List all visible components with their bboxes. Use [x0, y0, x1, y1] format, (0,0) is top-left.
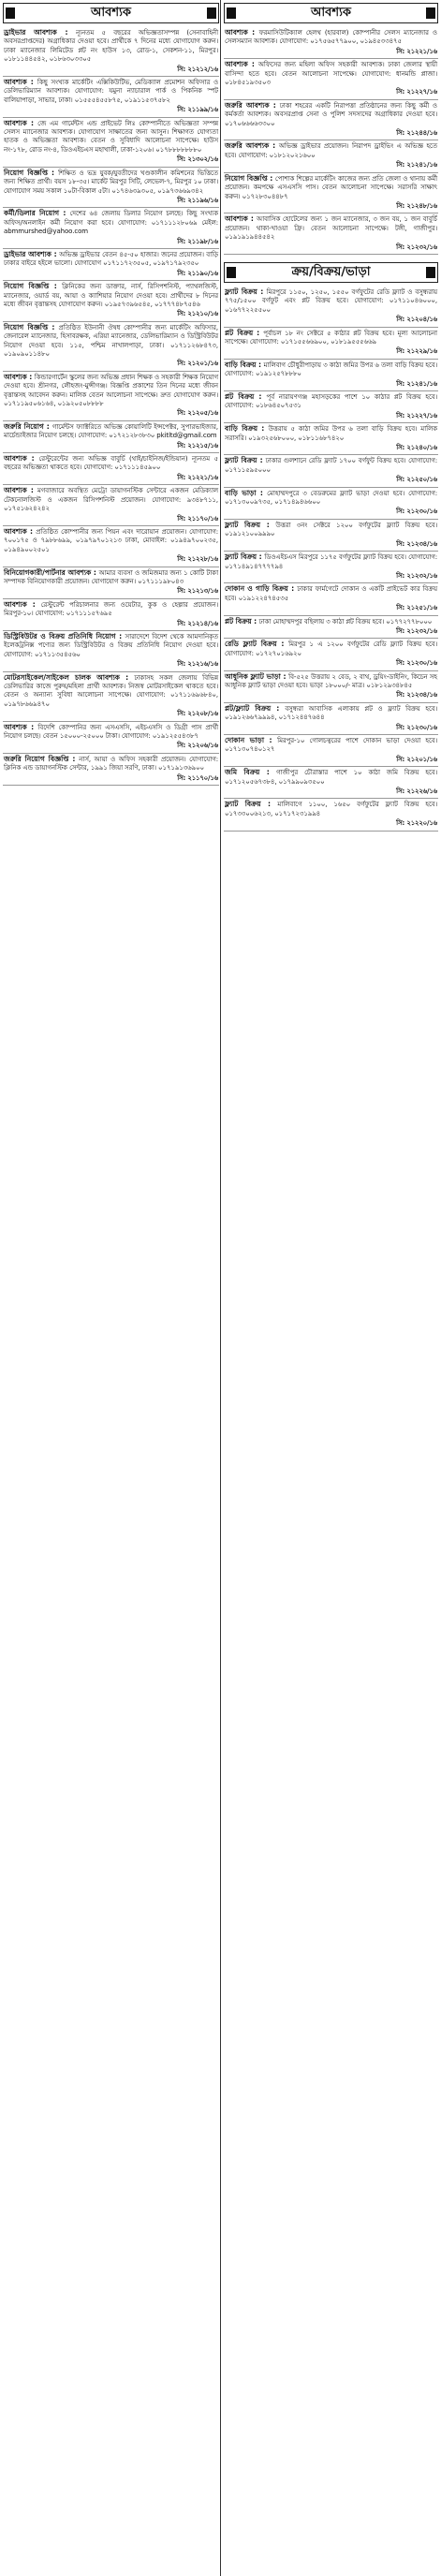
ad-code: সি: ২১২৪০/১৬ [396, 444, 437, 452]
ad-heading: জরুরি নিয়োগ বিজ্ঞপ্তি : [4, 754, 80, 763]
classified-ad [3, 567, 219, 599]
classified-ad [3, 526, 219, 567]
ad-body: ন্যূনতম ৫ বছরের অভিজ্ঞতাসম্পন্ন (সেনাবাহিনী অবসরপ্রাপ্তদের) অগ্রাধিকার দেওয়া হবে। প্রার্থীকে ৭ দিনের মধ্যে যোগাযোগ করুন। ঢাকা ম্যানেজার লিমিটেড প্লট নং হাউস ১৩, রোড-১, সেকশন-১১, মিরপুর। ০১৮১১৪৪৫৪২, ০১৮৬৩০৩৩০৫ [4, 29, 218, 64]
ad-heading: আবশ্যক : [225, 214, 257, 224]
ad-body: ক্লিনিকের জন্য ডাক্তার, নার্স, রিসিপশনিস্ট, প্যাথলজিস্ট, ম্যানেজার, ওয়ার্ড বয়, আয়া ও ক্যাশিয়ার নিয়োগ দেওয়া হবে। প্রার্থীদের ৮ দিনের মধ্যে জীবন বৃত্তান্তসহ যোগাযোগ করুন। ০১৯৫৭৩৯৬৫৪৫, ০১৭৭৭৪৮৭৫৪৬ [4, 283, 218, 308]
ad-code: সি: ২১২১৫/১৬ [177, 441, 218, 449]
ad-heading: আবশ্যক : [4, 118, 38, 127]
classified-ad [224, 391, 438, 423]
ad-heading: প্লট বিক্রয় : [225, 392, 267, 401]
ad-heading: আবশ্যক : [4, 526, 37, 536]
ad-code: সি: ২১২২০/১৬ [396, 819, 437, 828]
section-title-wanted-right: আবশ্যক [224, 3, 438, 23]
classified-ad [3, 322, 219, 372]
ad-heading: জরুরি আবশ্যক : [225, 141, 279, 151]
ad-code: সি: ২১২৫০/১৬ [396, 476, 437, 484]
classified-ad [224, 287, 438, 328]
ad-body: প্রতিষ্ঠিত ইউনানী ঔষধ কোম্পানীর জন্য মার্কেটিং অফিসার, জেনারেল ম্যানেজার, হিসাবরক্ষক, এরিয়া ম্যানেজার, ডেলিভারিম্যান ও ডিস্ট্রিবিউটর নিয়োগ দেওয়া হবে। ১১৫, পশ্চিম নাখালপাড়া, ঢাকা। ০১৭১১২৬৮৪৭৩, ০১৯০৯০১১৪৮০ [4, 323, 218, 358]
ad-code: সি: ২১২৩৪/১৬ [396, 539, 437, 548]
ad-code: সি: ২১২০১/১৬ [396, 755, 437, 763]
classified-ad [224, 735, 438, 767]
ad-body: অভিজ্ঞ ড্রাইভার বেতন ৪৫-৫০ হাজার। জনের প্রয়োজন। বাড়ি ঢাকার বাইরে হইলে ভালো। যোগাযোগ ০১৭১১৭২৩৫০৫, ০১৯৭১৭৯২৩৫০ [4, 250, 219, 268]
classified-ad [224, 552, 438, 583]
ad-code: সি: ২১২০৪/১৬ [396, 316, 437, 324]
classified-ad [224, 455, 438, 487]
ad-heading: প্লট বিক্রয় : [225, 328, 264, 337]
classified-ad [3, 208, 219, 249]
classified-ad [3, 168, 219, 209]
ad-heading: আবশ্যক : [4, 454, 39, 464]
ad-body: উত্তরা ৩নং সেক্টরে ১২০০ বর্গফুটের ফ্ল্যাট বিক্রয় হবে। ০১৯১২১০০৯৯৯০ [225, 521, 438, 538]
ad-body: কিছু সংখ্যক মার্কেটিং এক্সিকিউটিভ, মেডিক্যাল প্রমোশন অফিসার ও ডেলিভারিম্যান আবশ্যক। যোগাযোগ: যমুনা ন্যাচারাল পার্ক ও পিকনিক স্পট বালিয়াপাড়া, সাভার, ঢাকা। ০১৫৫৫৪৫৫৮৭৫, ০১৯১১৫৩৭৫৮২ [4, 79, 218, 104]
ad-code: সি: ২১১৭০/১৬ [177, 773, 218, 782]
ad-body: জে এম গার্মেন্টস এন্ড প্রাইভেট লিঃ কোম্পানীতে অভিজ্ঞতা সম্পন্ন সেলস ম্যানেজার আবশ্যক। যোগাযোগ সাক্ষাতের জন্য আসুন। শিক্ষাগত যোগ্যতা হাতক ও অভিজ্ঞতা আবশ্যক। বেতন ও সুবিধাদি আলোচনা সাপেক্ষে। হাউস নং-১৭৮, রোড নং-৪, ডিওএইচএস মহাখালী, ঢাকা-১২০৬। ০১৭৮৮৮৮৮৮৮০ [4, 119, 218, 154]
ad-code: সি: ২১২১৩/১৬ [177, 587, 218, 596]
classified-ad [224, 799, 438, 831]
ad-code: সি: ২১৩০২/১৬ [177, 155, 218, 164]
classified-ad [224, 140, 438, 172]
ad-body: মিরপুরে ১১৫০, ১২৫০, ১৫৫০ বর্গফুটের রেডি ফ্ল্যাট ও বসুন্ধরায় ৭৭৫/১৫০০ বর্গফুট এবং প্লট বিক্রয় হবে। যোগাযোগ: ০১৭১১০৪৬০০০, ০১৬৭৭২২৫৫০০ [225, 287, 438, 314]
ad-body: গার্মেন্টস ফ্যাক্টরিতে অভিজ্ঞ কোয়ালিটি ইন্সপেক্টর, সুপারভাইজার, মার্চেন্ডাইজার নিয়োগ চলছে। যোগাযোগ: ০১৭২১২৮৩৮৩০ pkitltd@gmail.com [4, 422, 218, 440]
ad-body: গাজীপুর চৌরাস্তার পাশে ১০ কাঠা জমি বিক্রয় হবে। ০১৭১২০৫৬৭৩৮৪, ০১৭৯৯০৯৩৫০০ [225, 769, 437, 786]
ad-body: ঢাকার ফার্মগেটে দোকান ও একটি প্রাইভেট কার বিক্রয় হবে। ০১৯১২২৪৭৪৫৩৫ [225, 585, 437, 602]
classified-ad [3, 485, 219, 526]
ad-heading: ফ্ল্যাট বিক্রয় : [225, 552, 265, 562]
classified-ad [3, 372, 219, 421]
ad-code: সি: ২১১৯৯/১৬ [177, 106, 218, 114]
ad-body: দেশের ৬৪ জেলায় ডিলার নিয়োগ চলছে। কিছু সংখ্যক অফিস/অনলাইন কর্মী নিয়োগ করা হবে। যোগাযোগ: ০১৭১১১২৮০৬৯ মেইল: abmmurshed@yahoo.com [4, 210, 218, 236]
ad-heading: বাড়ি বিক্রয় : [225, 424, 269, 434]
ad-code: সি: ২১২২৯/১৬ [396, 347, 437, 356]
ad-heading: আবশ্যক : [4, 78, 37, 87]
ad-code: সি: ২১২২৭/১৬ [396, 411, 437, 420]
ad-body: ঢাকা মোহাম্মদপুর বছিলায় ৩ কাঠা প্লট বিক্রয় হবে। ০১৭৭২৭৭৮০০০ [258, 617, 433, 626]
ad-code: সি: ২১২৪১/১৬ [396, 161, 437, 169]
ad-code: সি: ২১১৭০/১৬ [177, 514, 218, 523]
classified-ad [224, 520, 438, 552]
ad-heading: নিয়োগ বিজ্ঞপ্তি : [4, 168, 59, 177]
ad-heading: ফ্ল্যাট বিক্রয় : [225, 800, 278, 809]
ad-body: মোহাম্মদপুরে ৩ বেডরুমের ফ্ল্যাট ভাড়া দেওয়া হবে। যোগাযোগ: ০১৭১৩০০৯৭৩৫, ০১৭১৪৯৪৬৬০০ [225, 489, 437, 507]
ad-code: সি: ২১২৩০/১৬ [396, 723, 437, 731]
ad-heading: জরুরি নিয়োগ : [4, 421, 52, 431]
ad-body: পোশাক শিল্পের মার্কেটিং কাজের জন্য প্রতি জেলা ও থানায় কর্মী প্রয়োজন। কমপক্ষে এসএসসি পাস। বেতন আলোচনা সাপেক্ষে। সরাসরি সাক্ষাৎ করুন। ০১৭২৮৩০৪৪৮৭ [225, 174, 437, 200]
ad-heading: বিনিয়োগকারী/পার্টনার আবশ্যক : [4, 567, 99, 577]
left-column [3, 0, 219, 2576]
ad-code: সি: ২১২৪৪/১৬ [396, 129, 437, 138]
classified-ad [3, 27, 219, 77]
ad-heading: রেডি ফ্ল্যাট বিক্রয় : [225, 640, 289, 649]
classified-ad [224, 27, 438, 59]
column-divider [220, 0, 221, 2576]
ad-code: সি: ২১২৪৮/১৬ [396, 201, 437, 210]
ad-code: সি: ২১২১৪/১৬ [177, 619, 218, 627]
ad-code: সি: ২১১৯০/১৬ [177, 269, 218, 277]
ad-heading: জরুরি আবশ্যক : [225, 100, 280, 110]
ad-code: সি: ২১২২৭/১৬ [396, 88, 437, 96]
ad-code: সি: ২১২৪১/১৬ [396, 379, 437, 388]
classified-ad [224, 767, 438, 799]
ad-body: ঢাকা শহরের একটি নিরাপত্তা প্রতিষ্ঠানের জন্য কিছু কর্মী ও কর্মকর্তা আবশ্যক। অবসরপ্রাপ্ত সেনা ও পুলিশ সদস্যদের অগ্রাধিকার দেওয়া হবে। ০১৭০৬৬৬৬৩৩০০ [225, 101, 437, 127]
ad-code: সি: ২১২২১/১৬ [177, 473, 218, 481]
ad-heading: ফ্ল্যাট বিক্রয় : [225, 456, 266, 465]
ad-body: ফরমাসিউটিক্যাল হেলথ (হারবাল) কোম্পানীর সেলস ম্যানেজার ও সেলসম্যান আবশ্যক। যোগাযোগ: ০১৭৫৬৫৭৭৯০০, ০১৯৪৫৩৩৪৭৫ [225, 29, 437, 46]
ad-body: আবাসিক হোটেলের জন্য ১ জন ম্যানেজার, ৩ জন বয়, ১ জন বাবুর্চি প্রয়োজন। থাকা-খাওয়া ফ্রি। বেতন আলোচনা সাপেক্ষে। টঙ্গী, গাজীপুর। ০১৯১৯১৯৪৪৫৪২ [225, 215, 437, 242]
ad-body: নার্স, আয়া ও অফিস সহকারী প্রয়োজন। যোগাযোগ: ক্লিনিক এন্ড ডায়াগনস্টিক সেন্টার, ১৯৯১ জিয়া সরণি, ঢাকা। ০১৭১৯১৩৬৯০০ [4, 755, 218, 773]
ad-body: বি-৫২৫ উত্তরায় ২ বেড, ২ বাথ, ড্রয়িং-ডাইনিং, কিচেন সহ আধুনিক ফ্ল্যাট ভাড়া দেওয়া হবে। ভাড়া ১৮০০০/- মাত্র। ০১৮১২৯৩৪৮৪৫ [225, 672, 437, 689]
ad-body: অভিজ্ঞ ড্রাইভার প্রয়োজন। নিরাপদ ড্রাইভিং এ অভিজ্ঞ হতে হবে। যোগাযোগ: ০১৮১২০২১৬০০ [225, 142, 437, 159]
buy-sell-ads-list [224, 287, 438, 832]
ad-body: শিক্ষিত ও ভদ্র যুবক/যুবতীদের খণ্ডকালীন কমিশনের ভিত্তিতে জন্য শিক্ষিত প্রার্থী। বয়স ১৮-৩৫। মার্কেট মিরপুর সিটি, লেভেল-৭, মিরপুর ১০ ঢাকা। যোগাযোগ সময় সকাল ১০টা-বিকাল ৫টা। ০১৭৪৬৩৯৩০৫, ০১৯৭৩৬৬৯৩৪২ [4, 169, 218, 195]
classified-ad [224, 59, 438, 100]
ad-code: সি: ২১২২৬/১৬ [396, 788, 437, 796]
classified-ad [224, 173, 438, 214]
ad-code: সি: ২১২১০/১৬ [177, 310, 218, 318]
ad-heading: আবশ্যক : [4, 722, 38, 731]
ad-code: সি: ২১২৫১/১৬ [396, 604, 437, 612]
classified-ad [224, 328, 438, 360]
classified-ad [3, 77, 219, 118]
ad-heading: আবশ্যক : [4, 599, 41, 609]
classified-ad [3, 118, 219, 168]
classified-ad [224, 423, 438, 455]
ad-heading: বাড়ি ভাড়া : [225, 488, 268, 497]
ad-body: মিরপুর-১০ গোলচত্বরের পাশে দোকান ভাড়া দেওয়া হবে। ০১৭১৩০৭৪০১২৭ [225, 737, 438, 754]
ad-heading: আবশ্যক : [225, 60, 258, 69]
ad-code: সি: ২১২৩৪/১৬ [396, 691, 437, 699]
ad-code: সি: ২১২০৮/১৬ [177, 710, 218, 718]
ad-heading: প্লট বিক্রয় : [225, 616, 259, 626]
ad-heading: দোকান ভাড়া : [225, 736, 278, 744]
ad-body: উত্তরায় ৫ কাঠা জমির উপর ৬ তলা বাড়ি বিক্রয় হবে। মালিক সরাসরি। ০১৯৩২৫৬৮০০০, ০১৮১১৬৮৭৪২০ [225, 425, 437, 442]
ad-heading: কর্মী/ডিলার নিয়োগ : [4, 209, 70, 218]
ad-code: সি: ২১২১২/১৬ [177, 65, 218, 73]
ad-heading: আবশ্যক : [225, 28, 259, 37]
ad-body: রেস্টুরেন্টের জন্য অভিজ্ঞ বাবুর্চি (থাই/চাইনিজ/ইন্ডিয়ান) ন্যূনতম ৫ বছরের অভিজ্ঞতা থাকতে হবে। যোগাযোগ: ০১৭১১১৪৫৯০০ [4, 455, 219, 472]
classified-ad [224, 583, 438, 615]
ad-heading: দোকান ও গাড়ি বিক্রয় : [225, 584, 298, 594]
ad-body: ঢাকাসহ সকল জেলায় বিভিন্ন ডেলিভারির কাজে পুরুষ/মহিলা প্রার্থী আবশ্যক। নিজস্ব মোটরসাইকেল থাকতে হবে। বেতন ও অন্যান্য সুবিধা আলোচনা সাপেক্ষে। যোগাযোগ: ০১৭১১৬৯৬৮৪০, ০১৯৭৮৬৬৯৪৭০ [4, 673, 218, 708]
ad-heading: নিয়োগ বিজ্ঞপ্তি : [225, 173, 275, 183]
ad-body: সারাদেশে বিদেশ থেকে আমদানিকৃত ইলেকট্রনিক্স পণ্যের জন্য ডিস্ট্রিবিউটর ও বিক্রয় প্রতিনিধি নিয়োগ দেওয়া হবে। যোগাযোগ: ০১৭১১৩৫৪৫৬০ [4, 632, 218, 658]
classified-ad [224, 360, 438, 391]
ad-code: সি: ২১২৩০/১৬ [396, 659, 437, 668]
ad-code: সি: ২১২০১/১৬ [177, 360, 218, 368]
classified-ad [3, 631, 219, 672]
ad-body: বসুন্ধরা আবাসিক এলাকায় প্লট ও ফ্ল্যাট বিক্রয় হবে। ০১৯১২৬৬৭৯৯৯৪, ০১৭১২৪৪৭৬৪৪ [225, 704, 437, 722]
classified-ad [224, 639, 438, 670]
ad-heading: বাড়ি বিক্রয় : [225, 360, 264, 369]
ad-code: সি: ২১২২১/১৬ [396, 47, 437, 55]
ad-code: সি: ২১১৯৮/১৬ [177, 237, 218, 245]
ad-body: মালিবাগে ১১০০, ১৬৫০ বর্গফুটের ফ্ল্যাট বিক্রয় হবে। ০১৭৩৩০০৬২১৩, ০১৭১৭২৩১৯৯৪ [225, 801, 437, 817]
ad-code: সি: ২১২৩২/১৬ [396, 243, 437, 251]
ad-body: মালিবাগ চৌধুরীপাড়ায় ৩ কাঠা জমির উপর ৬ তলা বাড়ি বিক্রয় হবে। যোগাযোগ: ০১৯১২৫৭৮৮৮০ [225, 361, 438, 378]
section-title-buy-sell-rent: ক্রয়/বিক্রয়/ভাড়া [224, 262, 438, 283]
ad-code: সি: ২১২৩২/১৬ [396, 626, 437, 635]
ad-heading: ডিস্ট্রিবিউটর ও বিক্রয় প্রতিনিধি নিয়োগ : [4, 631, 125, 640]
classified-ad [224, 488, 438, 520]
ad-heading: ড্রাইভার আবশ্যক : [4, 249, 60, 258]
left-ads-list [3, 27, 219, 786]
classified-ad [3, 281, 219, 322]
ad-body: আমার ব্যবসা ও জমিজমার জন্য ১ কোটি টাকা সম্পাদক বিনিয়োগকারী প্রয়োজন। যোগাযোগ করুন। ০১৭১১১৯৮০৪৩ [4, 568, 219, 585]
classified-ad [3, 453, 219, 485]
ad-body: পূর্ব নারায়ণগঞ্জ মহাসড়কের পাশে ১০ কাঠার প্লট বিক্রয় হবে। যোগাযোগ: ০১৮৬৪৫০৭৫৩১ [225, 393, 437, 410]
ad-heading: আবশ্যক : [4, 486, 37, 495]
ad-heading: ফ্ল্যাট বিক্রয় : [225, 287, 267, 296]
ad-heading: নিয়োগ বিজ্ঞপ্তি : [4, 282, 63, 291]
classified-ad [3, 421, 219, 453]
ad-heading: আবশ্যক : [4, 372, 35, 381]
ad-heading: জমি বিক্রয় : [225, 768, 277, 777]
ad-body: ডিওএইচএস মিরপুরে ১১৭৫ বর্গফুটের ফ্ল্যাট বিক্রয় হবে। যোগাযোগ: ০১৭১৪৯১৪৭৭৭৭৯৪ [225, 553, 437, 570]
ad-body: পূর্বাচল ১৮ নং সেক্টরে ৫ কাঠার প্লট বিক্রয় হবে। মূল্য আলোচনা সাপেক্ষে। যোগাযোগ: ০১৭১৫৫৬৬৯০০, ০১৮১৯৫৫৫৬৬৯ [225, 329, 437, 346]
ad-heading: ফ্ল্যাট বিক্রয় : [225, 520, 276, 529]
classified-ad [3, 722, 219, 754]
ad-code: সি: ২১২১৬/১৬ [177, 660, 218, 669]
ad-code: সি: ২১২৩০/১৬ [396, 508, 437, 516]
ad-code: সি: ২১২০৬/১৬ [177, 742, 218, 750]
ad-body: কিন্ডারগার্টেন স্কুলের জন্য অভিজ্ঞ প্রধান শিক্ষক ও সহকারী শিক্ষক নিয়োগ দেওয়া হবে। শ্রীনগর, লৌহজং-মুন্সীগঞ্জ। বিজ্ঞপ্তি প্রকাশের তিন দিনের মধ্যে জীবন বৃত্তান্তসহ আবেদন করুন। মালিক বেতন আলোচনা সাপেক্ষে। দ্রুত যোগাযোগ করুন। ০১৭১১৯৫০৬১৬৪, ০১৯২০৫০৮৮৮৮ [4, 373, 218, 408]
ad-heading: প্লট/ফ্ল্যাট বিক্রয় : [225, 703, 286, 713]
ad-body: রেস্টুরেন্ট পরিচালনার জন্য ওয়েটার, কুক ও হেল্পার প্রয়োজন। মিরপুর-১০। যোগাযোগ: ০১৭১১১৫৭৬৯৫ [4, 600, 219, 618]
right-ads-list [224, 27, 438, 255]
ad-code: সি: ২১২০৫/১৬ [177, 409, 218, 418]
classified-ad [224, 671, 438, 703]
classified-ad [224, 703, 438, 735]
ad-heading: নিয়োগ বিজ্ঞপ্তি : [4, 322, 59, 331]
ad-code: সি: ২১২৩২/১৬ [396, 571, 437, 580]
ad-code: সি: ২১২২৮/১৬ [177, 555, 218, 564]
classified-ad [224, 100, 438, 141]
ad-body: প্রতিষ্ঠিত কোম্পানীর জন্য পিয়ন এবং দারোয়ান প্রয়োজন। যোগাযোগ: ৭০০১৭৫ ও ৭৯৮৮৬৯৯, ০১৯৭৯৭০১২১৩ ঢাকা, মোবাইল: ০১৯৪৯৭০০২৩৫, ০১৯৪৯০০২৫০১ [4, 527, 218, 553]
ad-body: মিরপুর ১ এ ১২০০ বর্গফুটের রেডি ফ্ল্যাট বিক্রয় হবে। যোগাযোগ: ০১৭২৭০১৬৯২০ [225, 640, 437, 657]
classified-ad [224, 616, 438, 640]
classified-ad [224, 213, 438, 255]
ad-heading: ড্রাইভার আবশ্যক : [4, 28, 77, 37]
ad-heading: আধুনিক ফ্ল্যাট ভাড়া : [225, 671, 289, 681]
classified-ad [3, 599, 219, 631]
ad-body: অফিসের জন্য মহিলা অফিস সহকারী আবশ্যক। ঢাকা জেলার স্থায়ী বাসিন্দা হতে হবে। বেতন আলোচনা সাপেক্ষে। যোগাযোগ: ধানমন্ডি প্লাজা। ০১৮৪৫১৯৩৫০৩ [225, 61, 437, 87]
ad-body: বিদেশি কোম্পানির জন্য এসএসসি, এইচএসসি ও ডিগ্রী পাস প্রার্থী নিয়োগ চলছে। বেতন ১৫০০০-২৫০০০ টাকা। যোগাযোগ: ০১৯১২৫৫৪৩৮৭ [4, 723, 219, 741]
ad-body: ঢাকার গুলশানে রেডি ফ্ল্যাট ১৭০০ বর্গফুট বিক্রয় হবে। যোগাযোগ: ০১৭১১৫৯৫০০০ [225, 457, 437, 474]
classified-ad [3, 672, 219, 722]
classified-ad [3, 754, 219, 786]
classified-ad [3, 249, 219, 281]
ad-heading: মোটরসাইকেল/সাইকেল চালক আবশ্যক : [4, 672, 135, 682]
ad-code: সি: ২১১৯৬/১৬ [177, 196, 218, 204]
ad-body: মগবাজারে অবস্থিত মেট্রো ডায়াগনস্টিক সেন্টারে একজন মেডিক্যাল টেকনোলজিস্ট ও একজন রিসিপশনিস্ট প্রয়োজন। যোগাযোগ: ৯৩৪৮৭১১, ০১৭৫১৬২৪২৪২ [4, 487, 219, 513]
right-column [224, 0, 438, 2576]
section-title-wanted: আবশ্যক [3, 3, 219, 23]
